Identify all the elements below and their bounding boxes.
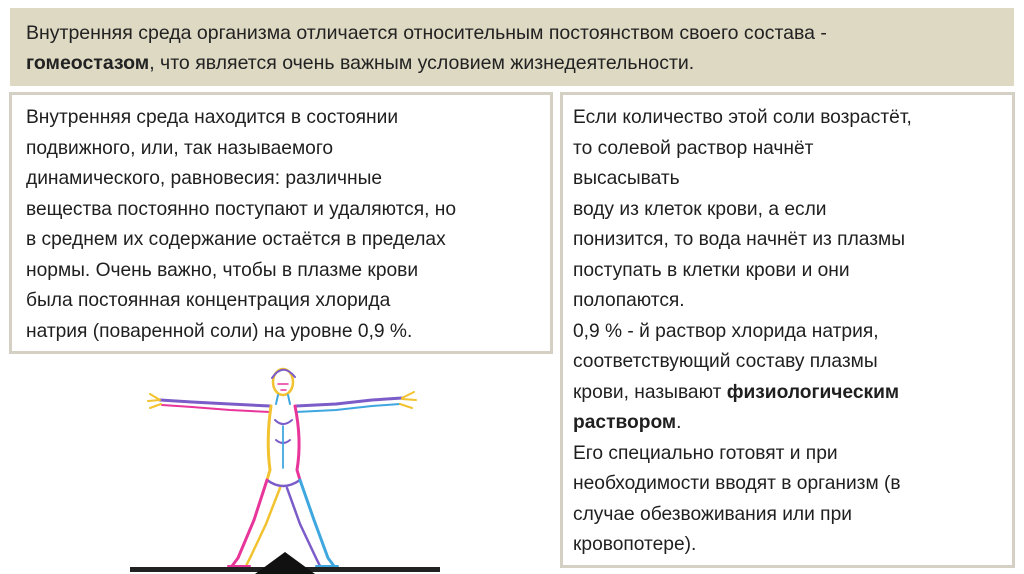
right-line: поступать в клетки крови и они: [573, 259, 850, 281]
figure-hand-right: [400, 392, 416, 408]
right-line-text: .: [676, 412, 682, 433]
right-line: кровопотере).: [573, 534, 697, 555]
figure-torso-right: [295, 406, 300, 480]
right-line: случае обезвоживания или при: [573, 503, 852, 525]
right-line: [573, 378, 1004, 409]
figure-hand-left: [148, 394, 161, 408]
homeostasis-term: гомеостазом: [26, 52, 150, 74]
figure-face: [278, 384, 288, 390]
banner-line-1: Внутренняя среда организма отличается относительным постоянством своего состава -: [26, 22, 827, 44]
right-line: высасывать: [573, 168, 680, 189]
right-line: воду из клеток крови, а если: [573, 198, 827, 220]
right-line: соответствующий составу плазмы: [573, 351, 878, 372]
saline-solution-box: [560, 92, 1015, 568]
left-line: в среднем их содержание остаётся в пределах: [26, 229, 446, 250]
figure-torso-left: [267, 406, 271, 480]
right-line: Если количество этой соли возрастёт,: [573, 107, 912, 128]
left-line: подвижного, или, так называемого: [26, 137, 334, 159]
dynamic-equilibrium-box: [9, 92, 553, 354]
right-line: необходимости вводят в организм (в: [573, 473, 901, 494]
right-line-text: крови, называют: [573, 381, 727, 403]
balance-fulcrum: [255, 552, 315, 574]
right-line: 0,9 % - й раствор хлорида натрия,: [573, 320, 879, 342]
figure-neck: [276, 395, 290, 404]
banner-line-2: [26, 48, 1000, 78]
banner-line-2-rest: , что является очень важным условием жизнедеятельности.: [149, 52, 695, 74]
right-line: то солевой раствор начнёт: [573, 137, 814, 159]
figure-leg-left-outer: [232, 480, 267, 566]
left-line: натрия (поваренной соли) на уровне 0,9 %.: [26, 320, 413, 342]
left-line: была постоянная концентрация хлорида: [26, 290, 391, 311]
physiological-term: физиологическим: [726, 381, 900, 403]
right-line: полопаются.: [573, 290, 685, 311]
right-line: [573, 408, 1004, 439]
right-line: Его специально готовят и при: [573, 442, 838, 464]
left-line: нормы. Очень важно, чтобы в плазме крови: [26, 259, 419, 281]
left-line: Внутренняя среда находится в состоянии: [26, 107, 399, 128]
left-line: вещества постоянно поступают и удаляются, но: [26, 198, 457, 220]
intro-banner: [10, 8, 1014, 86]
figure-leg-right-outer: [300, 480, 334, 566]
solution-term: раствором: [573, 412, 677, 433]
left-line: динамического, равновесия: различные: [26, 168, 383, 189]
right-line: понизится, то вода начнёт из плазмы: [573, 229, 906, 250]
human-on-scale-illustration: [120, 360, 450, 574]
figure-hips: [267, 480, 300, 486]
